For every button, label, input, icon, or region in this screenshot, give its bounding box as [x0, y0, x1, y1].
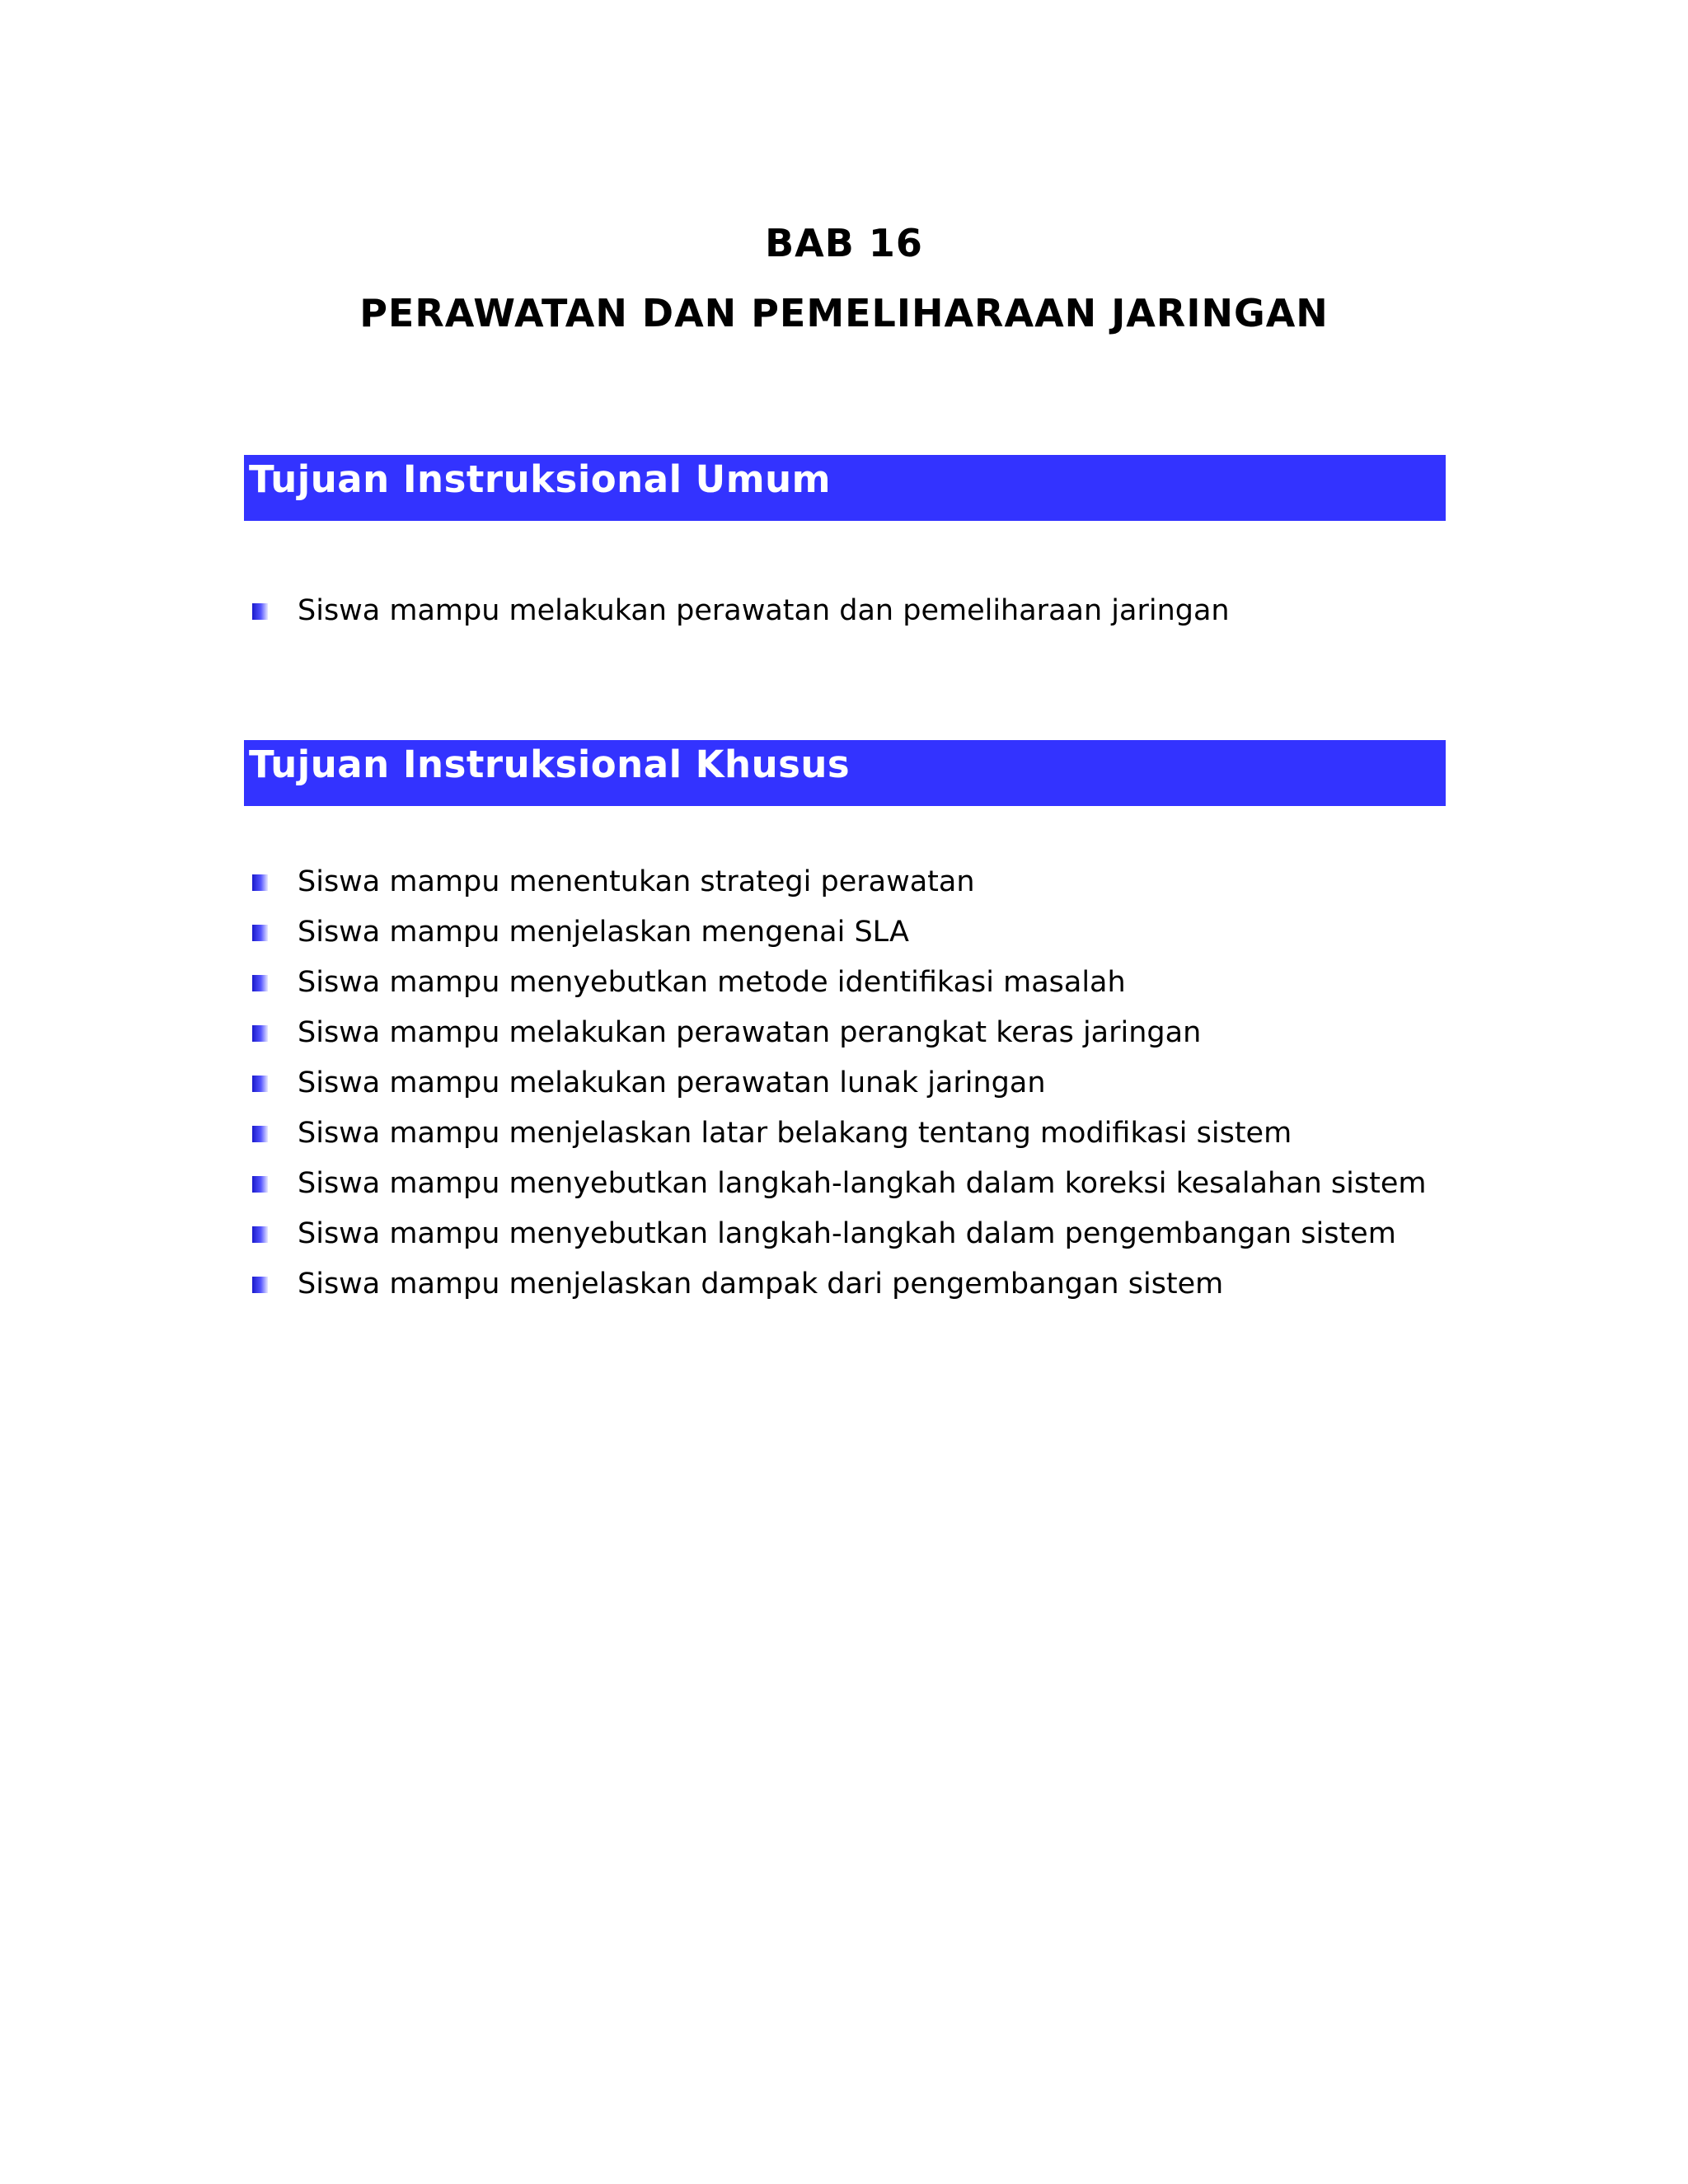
list-item [251, 857, 1426, 907]
square-bullet-icon [252, 1025, 268, 1042]
square-bullet-icon [252, 925, 268, 941]
square-bullet-icon [252, 1076, 268, 1092]
list-item-text: Siswa mampu melakukan perawatan dan pemeliharaan jaringan [298, 594, 1230, 627]
section-header-khusus [244, 740, 1446, 806]
square-bullet-icon [252, 1226, 268, 1243]
list-item-text: Siswa mampu menyebutkan langkah-langkah dalam pengembangan sistem [298, 1217, 1396, 1250]
objective-list-khusus [251, 857, 1426, 1310]
list-item-text: Siswa mampu melakukan perawatan perangkat keras jaringan [298, 1016, 1202, 1049]
list-item-text: Siswa mampu menjelaskan dampak dari pengembangan sistem [298, 1268, 1224, 1301]
list-item [251, 907, 1426, 958]
list-item-text: Siswa mampu menyebutkan langkah-langkah dalam koreksi kesalahan sistem [298, 1167, 1427, 1200]
section-title: Tujuan Instruksional Umum [249, 457, 832, 501]
square-bullet-icon [252, 1126, 268, 1142]
square-bullet-icon [252, 874, 268, 891]
square-bullet-icon [252, 603, 268, 620]
square-bullet-icon [252, 1277, 268, 1293]
section-header-umum [244, 455, 1446, 521]
objective-list-umum [251, 586, 1230, 636]
list-item-text: Siswa mampu melakukan perawatan lunak jaringan [298, 1066, 1046, 1099]
list-item-text: Siswa mampu menjelaskan mengenai SLA [298, 916, 909, 949]
list-item [251, 1058, 1426, 1108]
list-item [251, 1209, 1426, 1259]
list-item [251, 958, 1426, 1008]
list-item-text: Siswa mampu menentukan strategi perawatan [298, 865, 975, 898]
list-item-text: Siswa mampu menyebutkan metode identifikasi masalah [298, 966, 1126, 999]
chapter-number: BAB 16 [765, 221, 923, 265]
list-item [251, 586, 1230, 636]
list-item [251, 1008, 1426, 1058]
square-bullet-icon [252, 1176, 268, 1193]
square-bullet-icon [252, 975, 268, 991]
list-item-text: Siswa mampu menjelaskan latar belakang tentang modifikasi sistem [298, 1117, 1292, 1150]
section-title: Tujuan Instruksional Khusus [249, 743, 851, 786]
chapter-title: PERAWATAN DAN PEMELIHARAAN JARINGAN [359, 291, 1329, 335]
list-item [251, 1259, 1426, 1310]
list-item [251, 1108, 1426, 1159]
list-item [251, 1159, 1426, 1209]
